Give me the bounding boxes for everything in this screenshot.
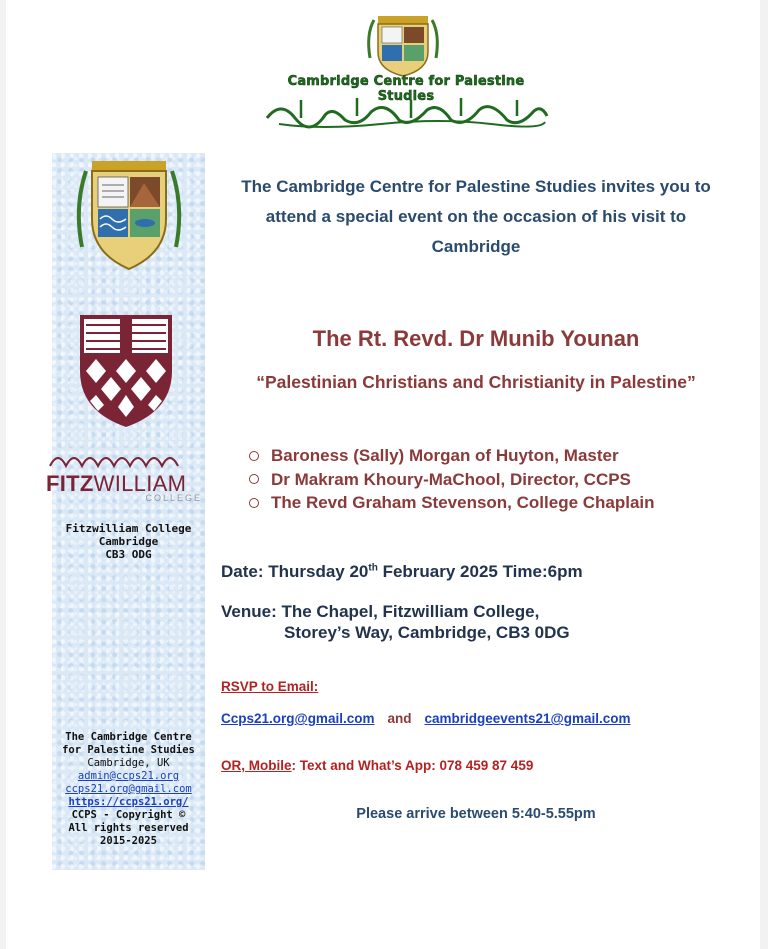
venue-line-2: Storey’s Way, Cambridge, CB3 0DG [284, 623, 570, 642]
ccps-name-line: for Palestine Studies [62, 744, 195, 756]
rsvp-email-link-1[interactable]: Ccps21.org@gmail.com [221, 711, 375, 726]
wordmark-fitz: FITZ [46, 471, 94, 496]
invitation-intro: The Cambridge Centre for Palestine Studies invites you to attend a special event on the occasion of his visit to Cambridge [241, 177, 711, 256]
copyright-line: 2015-2025 [100, 835, 157, 847]
arrival-note: Please arrive between 5:40-5.55pm [356, 806, 596, 822]
fitzwilliam-arches-logo [46, 446, 206, 468]
copyright-line: All rights reserved [68, 822, 189, 834]
arabic-calligraphy-logo [261, 94, 551, 132]
speaker-name: The Rt. Revd. Dr Munib Younan [312, 326, 640, 351]
wordmark-college: COLLEGE [145, 493, 202, 503]
mobile-text: : Text and What’s App: 078 459 87 459 [291, 758, 534, 773]
rsvp-emails [221, 711, 630, 726]
host-name: Baroness (Sally) Morgan of Huyton, Master [271, 446, 619, 465]
ccps-website-link[interactable]: https://ccps21.org/ [68, 796, 189, 808]
circle-bullet-icon [249, 498, 259, 508]
copyright-line: CCPS - Copyright © [71, 809, 186, 821]
ccps-city: Cambridge, UK [87, 757, 170, 769]
list-item [249, 468, 655, 492]
ccps-name-logotype: Cambridge Centre for Palestine Studies [287, 74, 525, 104]
address-line: Cambridge [98, 535, 159, 548]
ccps-gmail-link[interactable]: ccps21.org@gmail.com [65, 783, 192, 795]
host-name: The Revd Graham Stevenson, College Chaplain [271, 493, 655, 512]
date-ordinal: th [368, 562, 378, 574]
ccps-shield-crest [74, 157, 184, 273]
ccps-admin-email-link[interactable]: admin@ccps21.org [77, 770, 180, 782]
college-address [52, 522, 205, 561]
circle-bullet-icon [249, 474, 259, 484]
address-line: CB3 ODG [105, 548, 152, 561]
list-item [249, 491, 655, 515]
talk-title: “Palestinian Christians and Christianity in Palestine” [256, 372, 696, 392]
hosts-list [249, 444, 655, 515]
mobile-label: OR, Mobile [221, 758, 292, 773]
list-item [249, 444, 655, 468]
mobile-contact [221, 758, 533, 773]
invitation-page [6, 0, 760, 949]
event-date [221, 562, 583, 582]
date-suffix: February 2025 Time:6pm [377, 562, 583, 581]
circle-bullet-icon [249, 451, 259, 461]
and-text: and [387, 711, 412, 726]
rsvp-email-link-2[interactable]: cambridgeevents21@gmail.com [424, 711, 631, 726]
venue-line-1: Venue: The Chapel, Fitzwilliam College, [221, 602, 540, 621]
rsvp-label: RSVP to Email: [221, 679, 319, 694]
ccps-contact-block [52, 731, 205, 848]
address-line: Fitzwilliam College [65, 522, 192, 535]
ccps-crest-logo [364, 14, 442, 78]
wordmark-william: WILLIAM [93, 471, 187, 496]
ccps-name-line: The Cambridge Centre [65, 731, 192, 743]
fitzwilliam-shield-crest [76, 311, 176, 429]
host-name: Dr Makram Khoury-MaChool, Director, CCPS [271, 469, 631, 489]
sidebar-panel [46, 153, 205, 870]
date-prefix: Date: Thursday 20 [221, 562, 369, 581]
